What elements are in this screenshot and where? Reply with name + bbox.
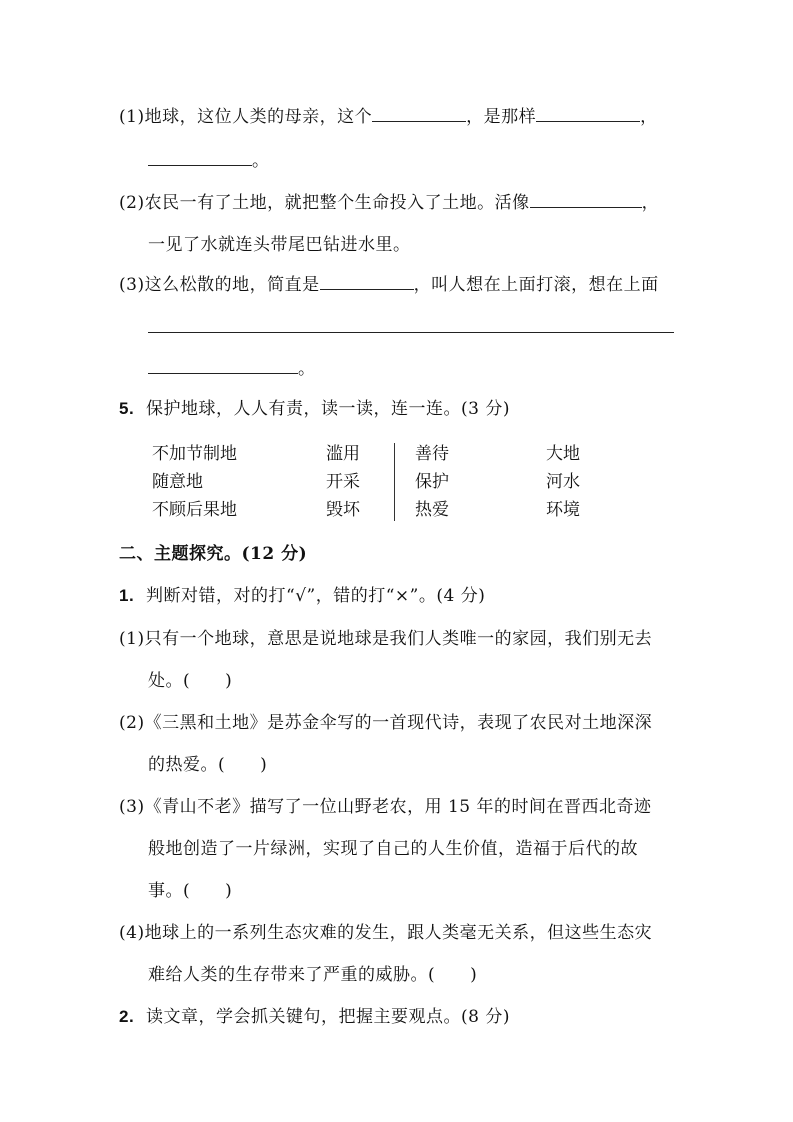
match-left-1[interactable]: 不加节制地 [152, 444, 237, 464]
match-left-3[interactable]: 不顾后果地 [152, 500, 237, 520]
judge-item-3-line1: (3)《青山不老》描写了一位山野老农，用 15 年的时间在晋西北奇迹 [119, 797, 652, 817]
fill-q3-text-a: (3)这么松散的地，简直是 [119, 275, 320, 295]
match-divider [394, 443, 395, 521]
fill-q1-line1 [119, 106, 658, 128]
match-right-verb-1[interactable]: 善待 [415, 444, 449, 464]
answer-blank[interactable] [148, 359, 298, 374]
judge-item-2-line1: (2)《三黑和土地》是苏金伞写的一首现代诗，表现了农民对土地深深 [119, 713, 653, 733]
fill-q3-text-c: 。 [298, 359, 316, 379]
fill-q2-text-b: ， [641, 193, 660, 213]
match-right-verb-2[interactable]: 保护 [415, 472, 449, 492]
match-verb-3[interactable]: 毁坏 [326, 500, 360, 520]
judge-item-1-line2[interactable]: 处。( ) [148, 671, 233, 691]
match-left-2[interactable]: 随意地 [152, 472, 203, 492]
judge-item-2-line2[interactable]: 的热爱。( ) [148, 755, 268, 775]
s2-q2-number: 2 [119, 1007, 129, 1026]
answer-blank[interactable] [372, 107, 466, 122]
answer-blank[interactable] [148, 151, 252, 166]
fill-q1-text-d: 。 [252, 151, 270, 171]
s2-q2-title [119, 1006, 510, 1028]
match-verb-2[interactable]: 开采 [326, 472, 360, 492]
s2-q1-text: 判断对错，对的打“√”，错的打“×”。(4 分) [146, 586, 486, 606]
answer-blank[interactable] [320, 275, 414, 290]
judge-item-4-line2[interactable]: 难给人类的生存带来了严重的威胁。( ) [148, 965, 478, 985]
s2-q2-dot: . [128, 1007, 135, 1026]
fill-q1-text-b: ，是那样 [466, 107, 537, 127]
match-right-noun-1[interactable]: 大地 [546, 444, 580, 464]
answer-blank[interactable] [530, 193, 642, 208]
match-right-noun-2[interactable]: 河水 [546, 472, 580, 492]
s2-q1-number: 1 [119, 586, 129, 605]
match-right-noun-3[interactable]: 环境 [546, 500, 580, 520]
s2-q1-title [119, 585, 485, 607]
fill-q1-line2 [148, 150, 270, 172]
judge-item-1-line1: (1)只有一个地球，意思是说地球是我们人类唯一的家园，我们别无去 [119, 629, 653, 649]
fill-q3-line3 [148, 358, 316, 380]
answer-blank[interactable] [536, 107, 640, 122]
judge-item-3-line2: 般地创造了一片绿洲，实现了自己的人生价值，造福于后代的故 [148, 839, 638, 859]
q5-title [119, 398, 510, 420]
judge-item-3-line3[interactable]: 事。( ) [148, 881, 233, 901]
q5-dot: . [128, 399, 135, 418]
fill-q2-line1 [119, 192, 659, 214]
judge-item-4-line1: (4)地球上的一系列生态灾难的发生，跟人类毫无关系，但这些生态灾 [119, 923, 653, 943]
fill-q3-line1 [119, 274, 659, 296]
q5-number: 5 [119, 399, 129, 418]
fill-q3-text-b: ，叫人想在上面打滚，想在上面 [413, 275, 659, 295]
answer-blank-full[interactable] [148, 332, 674, 333]
q5-text: 保护地球，人人有责，读一读，连一连。(3 分) [146, 399, 510, 419]
fill-q1-text-c: ， [640, 107, 658, 127]
fill-q2-line2: 一见了水就连头带尾巴钻进水里。 [148, 235, 411, 255]
s2-q1-dot: . [128, 586, 135, 605]
fill-q2-text-a: (2)农民一有了土地，就把整个生命投入了土地。活像 [119, 193, 530, 213]
match-verb-1[interactable]: 滥用 [326, 444, 360, 464]
s2-q2-text: 读文章，学会抓关键句，把握主要观点。(8 分) [146, 1007, 510, 1027]
section2-heading: 二、主题探究。(12 分) [119, 544, 308, 564]
fill-q1-text-a: (1)地球，这位人类的母亲，这个 [119, 107, 373, 127]
match-right-verb-3[interactable]: 热爱 [415, 500, 449, 520]
